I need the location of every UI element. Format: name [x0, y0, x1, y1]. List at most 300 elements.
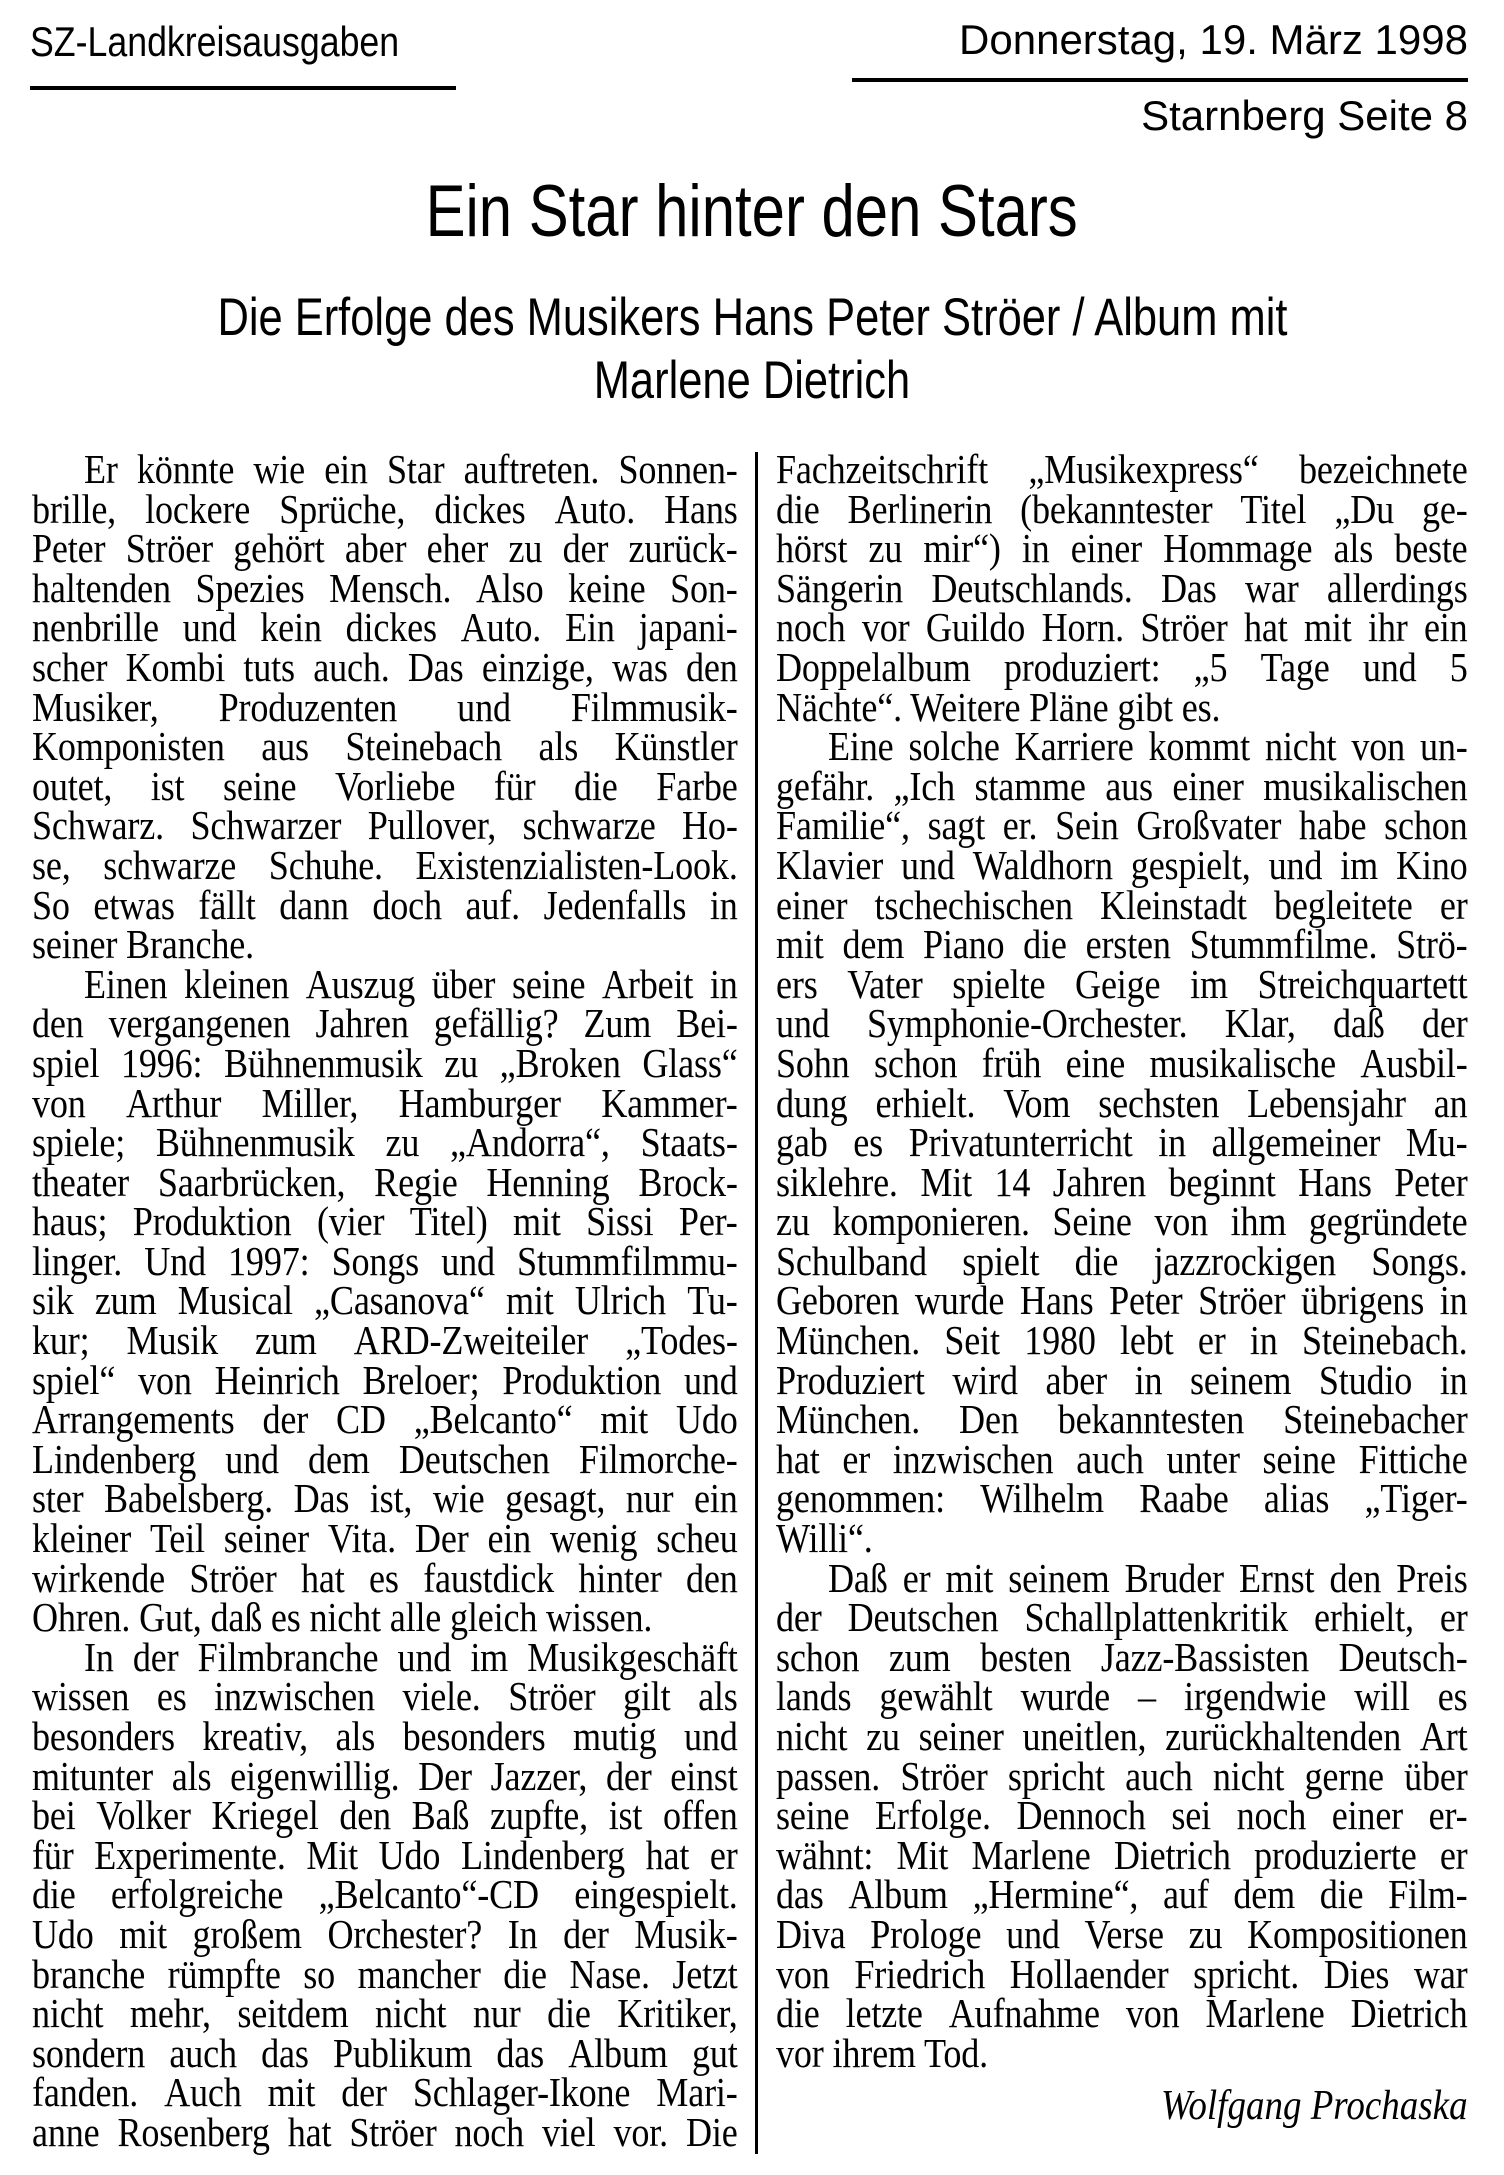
word: ARD-Zweiteiler: [353, 1317, 589, 1364]
word: se,: [32, 841, 71, 888]
word: (vier: [316, 1198, 385, 1245]
word: Schwarzer: [190, 802, 342, 849]
article-text-line: [32, 1396, 738, 1443]
word: brille,: [32, 485, 117, 532]
article-subheadline-line1: Die Erfolge des Musikers Hans Peter Ströer / Album mit: [217, 288, 1287, 347]
word: Farbe: [656, 762, 738, 809]
word: Peter: [32, 525, 106, 572]
word: Jetzt: [672, 1950, 738, 1997]
word: Kriegel: [211, 1792, 319, 1839]
word: Steinebach.: [1301, 1317, 1468, 1364]
word: eigenwillig.: [230, 1752, 400, 1799]
word: Marlene: [1205, 1990, 1325, 2037]
word: bei: [32, 1792, 76, 1839]
word: hat: [301, 1554, 345, 1601]
word: Vorliebe: [334, 762, 456, 809]
word: Steinebacher: [1283, 1396, 1468, 1443]
word: besten: [980, 1633, 1072, 1680]
word: gilt: [623, 1673, 671, 1720]
word: könnte: [136, 446, 235, 492]
word: Kleinstadt: [1100, 881, 1247, 928]
word: der: [262, 1396, 309, 1443]
word: Hollaender: [1009, 1950, 1169, 1997]
word: Produziert: [776, 1356, 925, 1403]
word: mit: [513, 1198, 561, 1245]
word: Son-: [670, 564, 738, 611]
article-text-line: [32, 960, 738, 1007]
word: Existenzialisten-Look.: [415, 841, 738, 888]
word: Den: [959, 1396, 1019, 1443]
word: Komponisten: [32, 723, 225, 770]
article-text-line: [32, 1277, 738, 1324]
word: auftreten.: [463, 446, 600, 492]
article-text-line: [776, 1990, 1468, 2037]
word: ge-: [1421, 485, 1468, 532]
word: Aufnahme: [948, 1990, 1100, 2037]
word: jazzrockigen: [1153, 1237, 1336, 1284]
word: beginnt: [1168, 1158, 1276, 1205]
word: Preis: [1396, 1554, 1468, 1601]
word: von: [32, 1079, 86, 1126]
word: erhielt,: [1313, 1594, 1414, 1641]
word: Prologe: [870, 1910, 982, 1957]
word: seine: [1262, 1435, 1336, 1482]
word: das: [261, 2029, 309, 2076]
word: noch: [776, 604, 846, 651]
word: gegründete: [1308, 1198, 1468, 1245]
word: ersten: [1085, 921, 1171, 968]
word: zupfte,: [489, 1792, 589, 1839]
word: siklehre.: [776, 1158, 898, 1205]
word: outet,: [32, 762, 113, 809]
word: dickes: [434, 485, 526, 532]
word: Hans: [664, 485, 738, 532]
word: mit: [119, 1910, 167, 1957]
word: was: [612, 643, 668, 690]
word: Tage: [1260, 643, 1330, 690]
article-subheadline-line2: Marlene Dietrich: [593, 351, 911, 410]
article-text-line: [32, 1475, 738, 1522]
word: gefällig?: [433, 1000, 559, 1047]
word: auch.: [313, 643, 390, 690]
word: „Andorra“,: [450, 1119, 610, 1166]
word: habe: [1298, 802, 1367, 849]
article-text-line: Ohren. Gut, daß es nicht alle gleich wissen.: [32, 1594, 653, 1641]
word: Verse: [1084, 1910, 1164, 1957]
word: sik: [32, 1277, 74, 1324]
word: von: [776, 1950, 830, 1997]
word: Musik-: [634, 1910, 738, 1957]
article-text-line: [776, 643, 1468, 690]
word: Kritiker,: [617, 1990, 738, 2037]
word: will: [1354, 1673, 1410, 1720]
word: Geige: [1075, 960, 1161, 1007]
word: tuts: [243, 643, 295, 690]
word: hat: [1243, 604, 1288, 651]
article-text-line: [776, 564, 1468, 611]
word: Dietrich: [1113, 1831, 1231, 1878]
word: So: [32, 881, 70, 928]
word: schwarze: [522, 802, 656, 849]
word: faustdick: [423, 1554, 555, 1601]
word: Die: [685, 2108, 738, 2155]
word: kur;: [32, 1317, 90, 1364]
word: Geboren: [776, 1277, 900, 1324]
word: im: [1340, 841, 1379, 888]
word: allerdings: [1326, 564, 1468, 611]
word: hörst: [776, 525, 848, 572]
article-text-line: [776, 1594, 1468, 1641]
article-text-line: [32, 762, 738, 809]
word: und: [1362, 643, 1417, 690]
article-text-line: [32, 1000, 738, 1047]
word: Regie: [374, 1158, 458, 1205]
article-text-line: [776, 1713, 1468, 1759]
word: die: [776, 485, 820, 532]
word: Also: [475, 564, 544, 611]
article-text-line: [32, 1039, 738, 1086]
word: Schlager-Ikone: [412, 2069, 631, 2116]
word: von: [1154, 1198, 1209, 1245]
word: noch: [1236, 1792, 1307, 1839]
word: Ernst: [1239, 1554, 1315, 1601]
word: Wilhelm: [980, 1475, 1104, 1522]
article-text-line: seiner Branche.: [32, 921, 255, 968]
word: hat: [645, 1831, 690, 1878]
word: Hamburger: [398, 1079, 561, 1126]
word: die: [547, 1990, 591, 2037]
article-text-line: [32, 1079, 738, 1126]
word: Ströer: [1140, 604, 1228, 651]
word: „Musikexpress“: [1028, 446, 1259, 492]
word: kein: [260, 604, 322, 651]
article-text-line: [32, 1673, 738, 1720]
word: produzierte: [1254, 1831, 1417, 1878]
word: branche: [32, 1950, 146, 1997]
word: einst: [670, 1752, 738, 1799]
word: produziert:: [1003, 643, 1161, 690]
word: und: [397, 1633, 452, 1680]
word: gut: [691, 2029, 738, 2076]
word: lands: [776, 1673, 852, 1720]
word: eingespielt.: [574, 1871, 738, 1918]
word: und: [1006, 1910, 1060, 1957]
word: von: [1351, 723, 1405, 770]
article-text-line: [776, 1950, 1468, 1997]
word: 1996:: [120, 1039, 203, 1086]
article-text-line: [776, 525, 1468, 572]
word: von: [138, 1356, 192, 1403]
article-text-line: [776, 1119, 1468, 1166]
word: die: [1023, 921, 1067, 968]
word: seinem: [1189, 1356, 1292, 1403]
word: zurück-: [628, 525, 738, 572]
word: Doppelalbum: [776, 643, 971, 690]
word: München.: [776, 1396, 921, 1443]
article-text-line: [32, 1119, 738, 1166]
page-info: [1141, 92, 1468, 140]
word: Auto.: [554, 485, 636, 532]
word: ein: [1423, 604, 1468, 651]
word: uneitlen,: [1022, 1713, 1147, 1759]
word: Jahren: [315, 1000, 409, 1047]
word: Horn.: [1041, 604, 1124, 651]
word: Seit: [944, 1317, 1000, 1364]
word: scher: [32, 643, 108, 690]
word: „Tiger-: [1364, 1475, 1468, 1522]
word: Album: [568, 2029, 668, 2076]
word: Musical: [177, 1277, 293, 1324]
word: Deutschen: [847, 1594, 999, 1641]
word: über: [1404, 1752, 1468, 1799]
word: Schuhe.: [268, 841, 383, 888]
word: besonders: [32, 1713, 175, 1759]
word: zu: [1188, 1910, 1223, 1957]
word: den: [339, 1792, 391, 1839]
word: als: [698, 1673, 738, 1720]
word: wie: [432, 1475, 485, 1522]
article-text-line: [776, 1396, 1468, 1443]
word: fällt: [198, 881, 256, 928]
word: rümpfte: [167, 1950, 281, 1997]
article-text-line: [32, 1158, 738, 1205]
word: Produzenten: [218, 683, 398, 730]
word: er: [842, 1435, 871, 1482]
word: Album: [848, 1871, 948, 1918]
word: Mit: [896, 1831, 949, 1878]
word: eher: [426, 525, 489, 572]
word: der: [341, 2069, 387, 2116]
article-text-line: [776, 1000, 1468, 1047]
word: Ausbil-: [1360, 1039, 1468, 1086]
article-text-line: [32, 1237, 738, 1284]
word: Dies: [1323, 1950, 1390, 1997]
word: Nase.: [569, 1950, 650, 1997]
word: ster: [32, 1475, 84, 1522]
article-text-line: [776, 1158, 1468, 1205]
word: viel: [542, 2108, 596, 2155]
word: Mari-: [656, 2069, 738, 2116]
word: und: [683, 1713, 738, 1759]
word: „Ich: [893, 762, 955, 809]
word: hinter: [578, 1554, 662, 1601]
word: letzte: [845, 1990, 923, 2037]
word: Baß: [411, 1792, 470, 1839]
article-text-line: [776, 881, 1468, 928]
word: „Broken: [499, 1039, 621, 1086]
article-text-line: [32, 1831, 738, 1878]
word: und: [1268, 841, 1323, 888]
word: gesagt,: [505, 1475, 606, 1522]
word: Dietrich: [1350, 1990, 1468, 2037]
article-text-line: [32, 564, 738, 611]
word: dann: [279, 881, 349, 928]
article-text-line: [32, 1752, 738, 1799]
word: München.: [776, 1317, 921, 1364]
word: es: [369, 1554, 399, 1601]
word: Staats-: [640, 1119, 738, 1166]
word: sondern: [32, 2029, 146, 2076]
word: Bühnenmusik: [155, 1119, 355, 1166]
word: Produktion: [502, 1356, 662, 1403]
word: keine: [568, 564, 646, 611]
word: bekanntesten: [1057, 1396, 1245, 1443]
word: sechsten: [1098, 1079, 1220, 1126]
word: Peter: [1109, 1277, 1183, 1324]
article-text-line: Nächte“. Weitere Pläne gibt es.: [776, 683, 1221, 730]
word: Raabe: [1139, 1475, 1229, 1522]
word: spricht.: [1193, 1950, 1300, 1997]
word: an: [1433, 1079, 1468, 1126]
word: im: [1190, 960, 1228, 1007]
article-text-line: [776, 1673, 1468, 1720]
word: mit: [776, 921, 824, 968]
article-text-line: [32, 1554, 738, 1601]
article-text-line: [32, 1435, 738, 1482]
article-text-line: [32, 723, 738, 770]
word: die: [574, 762, 618, 809]
word: Auto.: [460, 604, 542, 651]
word: Piano: [922, 921, 1005, 968]
word: unter: [1166, 1435, 1240, 1482]
word: Das: [1160, 564, 1217, 611]
word: Filmmusik-: [570, 683, 738, 730]
word: dickes: [345, 604, 437, 651]
article-text-line: [32, 1633, 738, 1680]
word: wurde: [914, 1277, 1005, 1324]
word: aus: [261, 723, 309, 770]
word: aber: [344, 525, 407, 572]
word: gerne: [1304, 1752, 1384, 1799]
word: Auszug: [305, 960, 416, 1007]
masthead-left-rule: [30, 86, 456, 90]
word: alias: [1263, 1475, 1330, 1522]
article-text-line: [32, 643, 738, 690]
word: er.: [1002, 802, 1038, 849]
word: Symphonie-Orchester.: [866, 1000, 1188, 1047]
word: Der: [418, 1752, 472, 1799]
article-text-line: [776, 1633, 1468, 1680]
word: zum: [94, 1277, 157, 1324]
word: Arrangements: [32, 1396, 235, 1443]
word: Ströer: [125, 525, 213, 572]
word: Teil: [149, 1515, 205, 1562]
word: spiel“: [32, 1356, 116, 1403]
word: noch: [454, 2108, 525, 2155]
word: Hans: [1019, 1277, 1094, 1324]
word: und: [182, 604, 237, 651]
word: schon: [1384, 802, 1468, 849]
word: in: [1134, 1356, 1163, 1403]
word: Das: [293, 1475, 350, 1522]
word: Klavier: [776, 841, 884, 888]
word: Star: [386, 446, 445, 492]
word: einzige,: [481, 643, 594, 690]
word: wenig: [549, 1515, 638, 1562]
word: Heinrich: [214, 1356, 340, 1403]
word: war: [1244, 564, 1299, 611]
word: Volker: [96, 1792, 191, 1839]
word: beste: [1394, 525, 1468, 572]
article-text-line: vor ihrem Tod.: [776, 2029, 989, 2076]
word: Experimente.: [94, 1831, 286, 1878]
word: Saarbrücken,: [157, 1158, 346, 1205]
word: einer: [1331, 1792, 1404, 1839]
column-divider: [755, 452, 758, 2154]
article-text-line: [776, 1317, 1468, 1364]
word: und: [225, 1435, 279, 1482]
word: nur: [472, 1990, 521, 2037]
word: Brock-: [638, 1158, 738, 1205]
word: daß: [1332, 1000, 1385, 1047]
word: erhielt.: [875, 1079, 976, 1126]
article-text-line: [776, 485, 1468, 532]
word: Einen: [83, 960, 168, 1007]
masthead-section-name: [30, 18, 464, 66]
word: Ho-: [682, 802, 738, 849]
word: und: [901, 841, 955, 888]
word: Bei-: [676, 1000, 738, 1047]
word: mit: [1303, 604, 1352, 651]
article-text-line: [776, 1198, 1468, 1245]
article-text-line: [32, 1792, 738, 1839]
word: mit: [267, 2069, 316, 2116]
word: ein: [324, 446, 368, 492]
word: Stummfilme.: [1189, 921, 1378, 968]
word: großem: [192, 1910, 302, 1957]
word: Film-: [1388, 1871, 1468, 1918]
word: 14: [994, 1158, 1031, 1205]
word: seine: [222, 762, 297, 809]
word: er: [1439, 1831, 1468, 1878]
word: Marlene: [971, 1831, 1091, 1878]
word: wähnt:: [776, 1831, 874, 1878]
word: Orchester?: [327, 1910, 483, 1957]
word: mir“): [923, 525, 1001, 572]
article-subheadline: [0, 286, 1504, 412]
word: kleiner: [32, 1515, 132, 1562]
word: Musik: [126, 1317, 219, 1364]
article-text-line: [32, 1910, 738, 1957]
word: Musikgeschäft: [527, 1633, 738, 1680]
word: wie: [253, 446, 305, 492]
word: Lebensjahr: [1247, 1079, 1406, 1126]
article-text-line: [776, 960, 1468, 1007]
word: Fachzeitschrift: [776, 446, 988, 492]
word: japani-: [638, 604, 738, 651]
word: zum: [888, 1633, 951, 1680]
article-text-line: [776, 723, 1468, 770]
word: Lindenberg: [32, 1435, 197, 1482]
word: Deutschen: [398, 1435, 550, 1482]
word: Zum: [583, 1000, 652, 1047]
word: (bekanntester: [1020, 485, 1213, 532]
word: Er: [83, 446, 118, 492]
word: der: [1421, 1000, 1468, 1047]
word: musikalischen: [1263, 762, 1468, 809]
word: er: [1439, 881, 1468, 928]
word: über: [431, 960, 496, 1007]
word: Berlinerin: [847, 485, 993, 532]
article-text-line: [32, 683, 738, 730]
word: wissen: [32, 1673, 130, 1720]
word: anne: [32, 2108, 100, 2155]
word: der: [605, 1752, 652, 1799]
word: gespielt,: [1130, 841, 1251, 888]
word: 1997:: [228, 1237, 310, 1284]
article-text-line: [32, 485, 738, 532]
word: mit: [505, 1277, 554, 1324]
